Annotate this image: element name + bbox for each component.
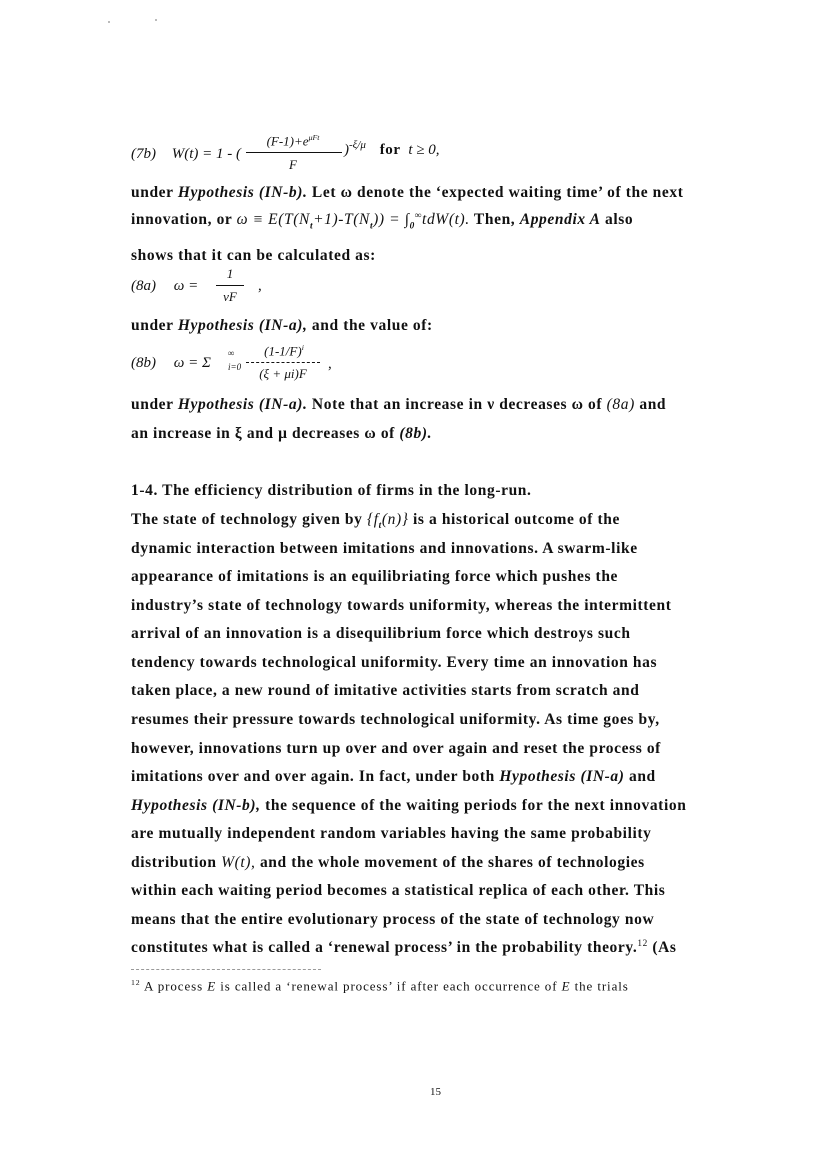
eq7b-rhs: )$^{-\xi/\mu}$ for t ≥ 0, bbox=[344, 139, 440, 158]
body-line: industry’s state of technology towards uniformity, whereas the intermittent bbox=[131, 597, 672, 614]
body-line: are mutually independent random variables having the same probability bbox=[131, 825, 652, 842]
eq7b-fraction-line bbox=[246, 152, 342, 153]
eq8a-numerator: 1 bbox=[226, 266, 234, 281]
footnote-number: 12 bbox=[131, 978, 141, 987]
equation-7b bbox=[131, 146, 241, 163]
eq8b-denominator: (ξ + μi)F bbox=[259, 366, 307, 381]
body-line: The state of technology given by $\{f_t(n)\}$ is a historical outcome of the bbox=[131, 511, 620, 532]
body-line: dynamic interaction between imitations and innovations. A swarm-like bbox=[131, 540, 638, 557]
body-line: imitations over and over again. In fact, under both Hypothesis (IN-a) and bbox=[131, 768, 656, 785]
eq8a-tail: , bbox=[258, 278, 262, 294]
paragraph-line: an increase in ξ and μ decreases ω of (8b). bbox=[131, 425, 433, 442]
paragraph-line: under Hypothesis (IN-b). Let ω denote the ‘expected waiting time’ of the next bbox=[131, 184, 684, 201]
page-number: 15 bbox=[430, 1086, 441, 1098]
eq8b-sum-from: i=0 bbox=[228, 362, 242, 372]
scan-speck bbox=[108, 21, 110, 23]
footnote-ref: 12 bbox=[637, 939, 648, 949]
body-line: Hypothesis (IN-b), the sequence of the waiting periods for the next innovation bbox=[131, 797, 687, 814]
body-line: constitutes what is called a ‘renewal process’ in the probability theory.$^{12}$ (As bbox=[131, 939, 677, 957]
eq8b-label: (8b) bbox=[131, 355, 156, 371]
paragraph-line: innovation, or $\omega \equiv E(T(N_t+1)-T(N_t)) = \int_0^\infty tdW(t)$. Then, Appendix A also bbox=[131, 211, 634, 232]
eq8b-numerator: $(1-1/F)^i$ bbox=[264, 343, 304, 359]
eq7b-label: (7b) bbox=[131, 146, 156, 162]
body-line: tendency towards technological uniformity. Every time an innovation has bbox=[131, 654, 658, 671]
eq8b-sum-to: ∞ bbox=[228, 348, 235, 358]
body-line: taken place, a new round of imitative activities starts from scratch and bbox=[131, 682, 640, 699]
eq8a-denominator: νF bbox=[223, 289, 237, 304]
body-line: appearance of imitations is an equilibriating force which pushes the bbox=[131, 568, 619, 585]
eq8b-tail: , bbox=[328, 356, 332, 372]
eq8a-fraction-line bbox=[216, 285, 244, 286]
eq7b-numerator: $(F-1)+e^{\mu Ft}$ bbox=[266, 133, 320, 149]
footnote-rule bbox=[131, 969, 321, 970]
paragraph-line: under Hypothesis (IN-a), and the value of: bbox=[131, 317, 433, 334]
paragraph-line: under Hypothesis (IN-a). Note that an increase in ν decreases ω of (8a) and bbox=[131, 396, 667, 413]
eq8a-lhs: ω = bbox=[173, 278, 199, 294]
body-line: resumes their pressure towards technological uniformity. As time goes by, bbox=[131, 711, 660, 728]
body-line: arrival of an innovation is a disequilibrium force which destroys such bbox=[131, 625, 631, 642]
paragraph-line: shows that it can be calculated as: bbox=[131, 247, 376, 264]
eq7b-denominator: F bbox=[289, 157, 297, 172]
section-heading: 1-4. The efficiency distribution of firms in the long-run. bbox=[131, 482, 532, 499]
eq8a-label: (8a) bbox=[131, 278, 156, 294]
body-line: distribution W(t), and the whole movement of the shares of technologies bbox=[131, 854, 645, 871]
body-line: within each waiting period becomes a statistical replica of each other. This bbox=[131, 882, 666, 899]
eq7b-lhs: W(t) = 1 - ( bbox=[171, 146, 242, 162]
body-line: however, innovations turn up over and over again and reset the process of bbox=[131, 740, 661, 757]
eq8b-lhs: ω = Σ bbox=[173, 355, 211, 371]
scan-speck bbox=[155, 19, 157, 21]
footnote: $^{12}$ A process E is called a ‘renewal process’ if after each occurrence of E the trials bbox=[131, 978, 629, 994]
equation-8b bbox=[131, 355, 211, 372]
eq8b-fraction-line bbox=[246, 362, 320, 363]
equation-8a bbox=[131, 278, 198, 295]
body-line: means that the entire evolutionary process of the state of technology now bbox=[131, 911, 655, 928]
